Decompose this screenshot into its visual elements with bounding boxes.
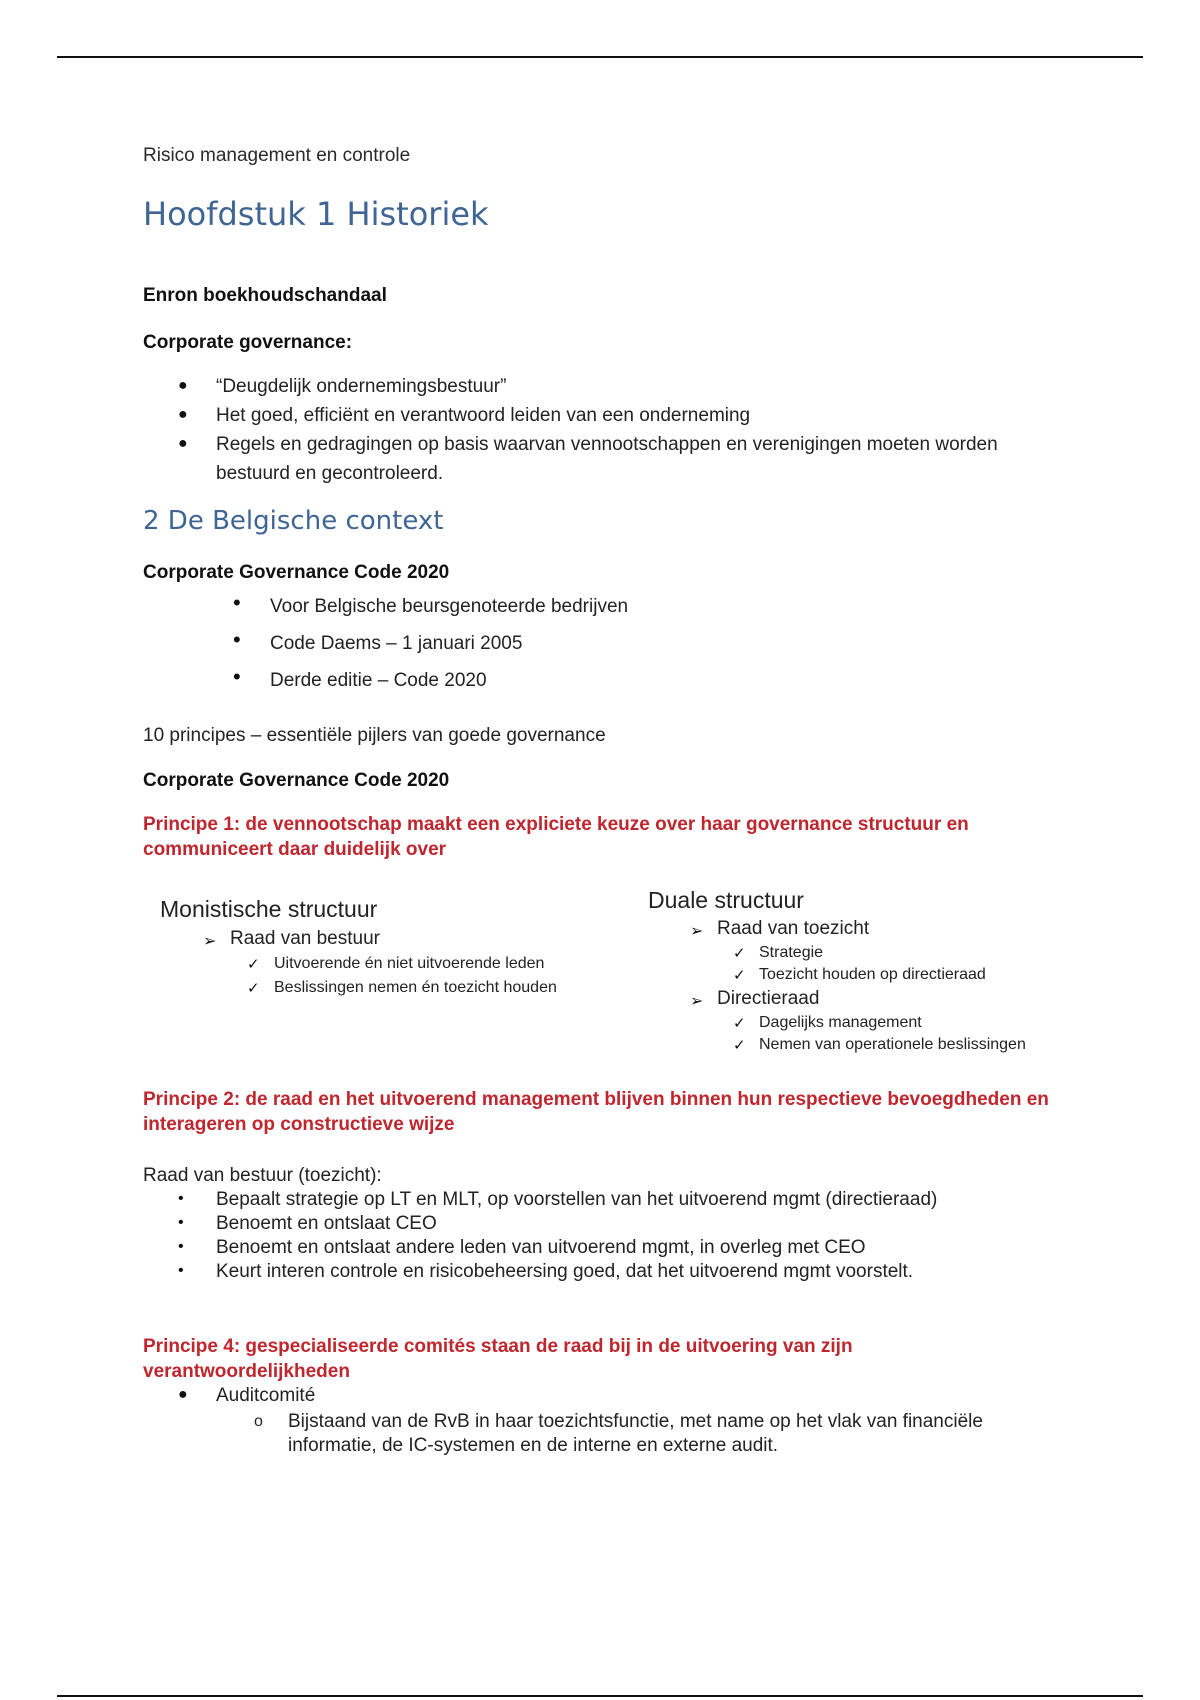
list-item-continued: bestuurd en gecontroleerd. (216, 463, 444, 484)
bullet-dot: ● (178, 1386, 188, 1403)
bullet-dot: ● (178, 377, 188, 394)
code-label: Corporate Governance Code 2020 (143, 562, 450, 583)
bullet-dot: • (178, 1238, 184, 1255)
list-item: Bepaalt strategie op LT en MLT, op voorstellen van het uitvoerend mgmt (directieraad) (216, 1189, 938, 1210)
dual-item: Raad van toezicht (717, 918, 870, 939)
list-item: Code Daems – 1 januari 2005 (270, 633, 523, 654)
list-item: Keurt interen controle en risicobeheersing goed, dat het uitvoerend mgmt voorstelt. (216, 1261, 914, 1282)
list-item: Bijstaand van de RvB in haar toezichtsfunctie, met name op het vlak van financiële (288, 1411, 983, 1432)
check-icon: ✓ (733, 945, 746, 962)
bullet-dot: • (233, 664, 241, 689)
check-icon: ✓ (733, 1015, 746, 1032)
document-subtitle: Risico management en controle (143, 145, 411, 166)
dual-item: Directieraad (717, 988, 820, 1009)
list-item-continued: informatie, de IC-systemen en de interne en externe audit. (288, 1435, 779, 1456)
circle-bullet-icon: o (254, 1413, 263, 1430)
chapter-heading: Hoofdstuk 1 Historiek (143, 195, 489, 233)
dual-sub: Dagelijks management (759, 1014, 922, 1031)
section-heading: 2 De Belgische context (143, 506, 444, 536)
bullet-dot: • (178, 1190, 184, 1207)
bullet-dot: • (178, 1262, 184, 1279)
list-item: Regels en gedragingen op basis waarvan vennootschappen en verenigingen moeten worden (216, 434, 998, 455)
check-icon: ✓ (733, 967, 746, 984)
dual-sub: Nemen van operationele beslissingen (759, 1036, 1026, 1053)
arrow-bullet-icon: ➢ (690, 993, 704, 1010)
principles-line: 10 principes – essentiële pijlers van goede governance (143, 725, 606, 746)
list-item: Auditcomité (216, 1385, 316, 1406)
monistic-sub: Beslissingen nemen én toezicht houden (274, 979, 557, 996)
monistic-title: Monistische structuur (160, 896, 378, 922)
check-icon: ✓ (247, 980, 260, 997)
footer-rule (57, 1695, 1143, 1697)
enron-heading: Enron boekhoudschandaal (143, 285, 387, 306)
bullet-dot: • (178, 1214, 184, 1231)
monistic-item: Raad van bestuur (230, 928, 380, 949)
rvb-label: Raad van bestuur (toezicht): (143, 1165, 382, 1186)
list-item: “Deugdelijk ondernemingsbestuur” (216, 376, 507, 397)
dual-title: Duale structuur (648, 887, 804, 913)
bullet-dot: ● (178, 435, 188, 452)
bullet-dot: • (233, 627, 241, 652)
arrow-bullet-icon: ➢ (690, 923, 704, 940)
check-icon: ✓ (247, 956, 260, 973)
check-icon: ✓ (733, 1037, 746, 1054)
list-item: Voor Belgische beursgenoteerde bedrijven (270, 596, 629, 617)
header-rule (57, 56, 1143, 58)
monistic-sub: Uitvoerende én niet uitvoerende leden (274, 955, 545, 972)
arrow-bullet-icon: ➢ (203, 933, 217, 950)
bullet-dot: • (233, 590, 241, 615)
dual-sub: Strategie (759, 944, 824, 961)
dual-sub: Toezicht houden op directieraad (759, 966, 986, 983)
principle-2: Principe 2: de raad en het uitvoerend management blijven binnen hun respectieve bevoegdheden en interageren op constructieve wijze (143, 1089, 1049, 1135)
list-item: Derde editie – Code 2020 (270, 670, 487, 691)
principle-4: Principe 4: gespecialiseerde comités staan de raad bij in de uitvoering van zijn verantwoordelijkheden (143, 1336, 853, 1382)
list-item: Benoemt en ontslaat CEO (216, 1213, 437, 1234)
code-label-2: Corporate Governance Code 2020 (143, 770, 450, 791)
list-item: Benoemt en ontslaat andere leden van uitvoerend mgmt, in overleg met CEO (216, 1237, 866, 1258)
principle-1: Principe 1: de vennootschap maakt een expliciete keuze over haar governance structuur en communiceert daar duidelijk over (143, 814, 969, 860)
bullet-dot: ● (178, 406, 188, 423)
list-item: Het goed, efficiënt en verantwoord leiden van een onderneming (216, 405, 751, 426)
cg-label: Corporate governance: (143, 332, 353, 353)
